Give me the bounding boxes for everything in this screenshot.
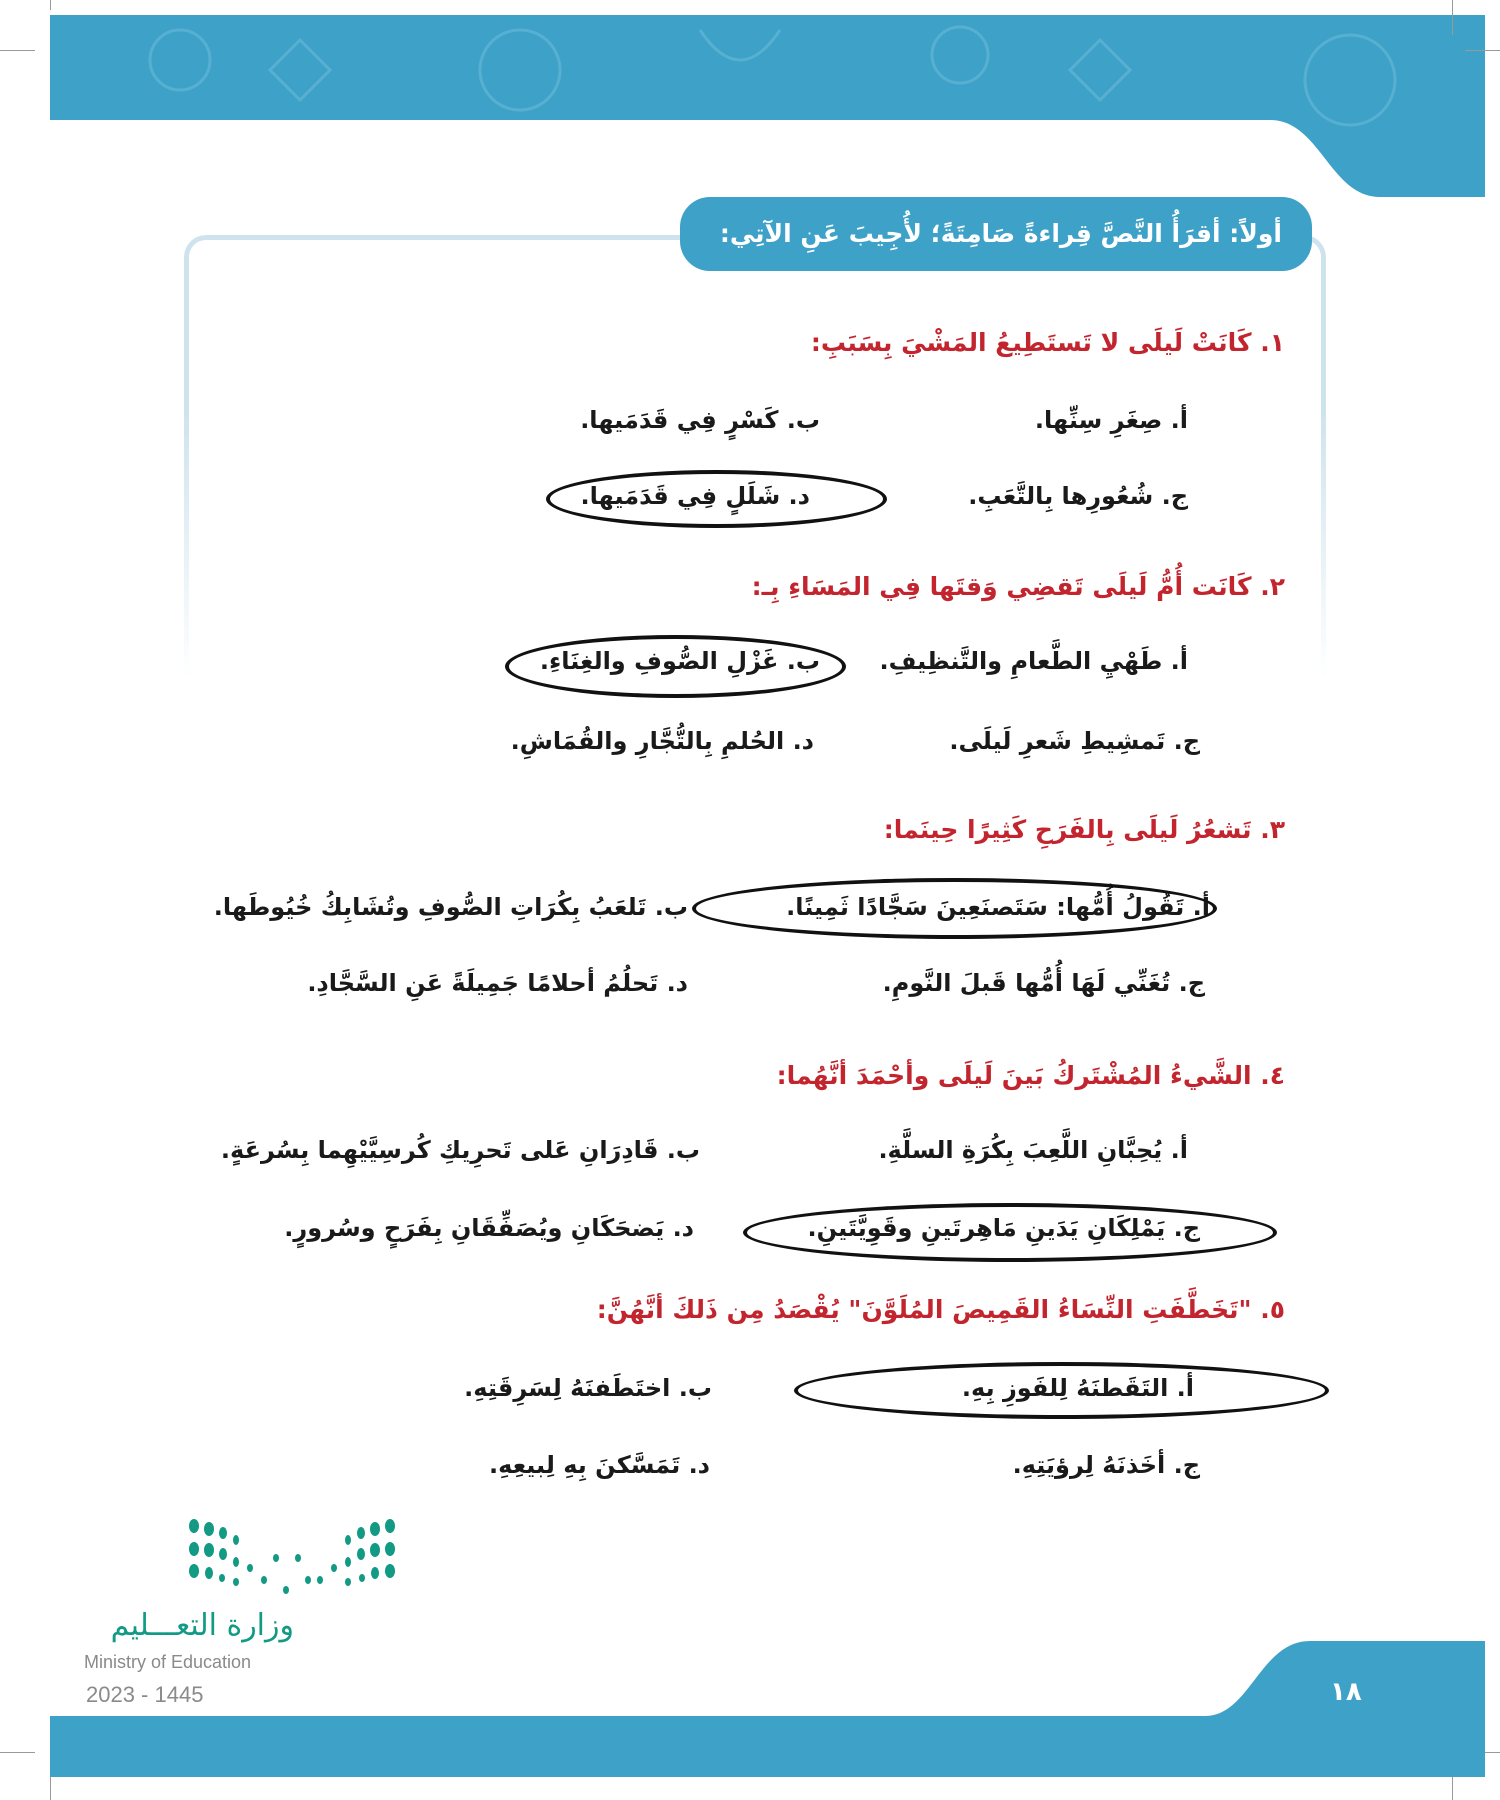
bottom-banner xyxy=(0,1630,1500,1780)
crop-mark xyxy=(1465,50,1500,51)
q1-option-b[interactable]: ب. كَسْرٍ فِي قَدَمَيها. xyxy=(580,406,820,434)
q4-option-c[interactable]: ج. يَمْلِكَانِ يَدَينِ مَاهِرتَينِ وقَوِيَّتَينِ. xyxy=(807,1214,1200,1242)
top-banner xyxy=(0,0,1500,210)
answer-circle xyxy=(692,878,1217,939)
q4-option-d[interactable]: د. يَضحَكَانِ ويُصَفِّقَانِ بِفَرَحٍ وسُرورٍ. xyxy=(284,1214,694,1242)
question-3: ٣. تَشعُرُ لَيلَى بِالفَرَحِ كَثِيرًا حِينَما: xyxy=(883,815,1285,844)
q2-option-c[interactable]: ج. تَمشِيطِ شَعرِ لَيلَى. xyxy=(949,727,1200,755)
q5-option-b[interactable]: ب. اختَطَفنَهُ لِسَرِقَتِهِ. xyxy=(464,1374,712,1402)
section-frame xyxy=(184,235,1326,680)
q2-option-d[interactable]: د. الحُلمِ بِالتُّجَّارِ والقُمَاشِ. xyxy=(510,727,814,755)
q4-option-b[interactable]: ب. قَادِرَانِ عَلى تَحرِيكِ كُرسِيَّيْهِما بِسُرعَةٍ. xyxy=(220,1136,700,1164)
crop-mark xyxy=(50,0,51,10)
question-4: ٤. الشَّيءُ المُشْتَركُ بَينَ لَيلَى وأحْمَدَ أنَّهُما: xyxy=(776,1061,1285,1090)
q1-option-d[interactable]: د. شَلَلٍ فِي قَدَمَيها. xyxy=(580,482,810,510)
edition-year: 2023 - 1445 xyxy=(86,1682,204,1707)
q5-option-a[interactable]: أ. التَقَطنَهُ لِلفَوزِ بِهِ. xyxy=(961,1374,1194,1402)
ministry-name-en: Ministry of Education xyxy=(84,1652,252,1672)
q5-option-c[interactable]: ج. أخَذنَهُ لِرؤيَتِهِ. xyxy=(1012,1451,1200,1479)
crop-mark xyxy=(1452,0,1453,35)
question-5: ٥. "تَخَطَّفَتِ النِّسَاءُ القَمِيصَ المُلَوَّنَ" يُقْصَدُ مِن ذَلكَ أنَّهُنَّ: xyxy=(596,1295,1285,1324)
crop-mark xyxy=(0,50,35,51)
answer-circle xyxy=(505,635,846,698)
q2-option-a[interactable]: أ. طَهْيِ الطَّعامِ والتَّنظِيفِ. xyxy=(879,647,1188,675)
q1-option-a[interactable]: أ. صِغَرِ سِنِّها. xyxy=(1034,406,1188,434)
q3-option-a[interactable]: أ. تَقُولُ أُمُّها: سَتَصنَعِينَ سَجَّادًا ثَمِينًا. xyxy=(786,893,1210,921)
ministry-name-ar: وزارة التعـــليم xyxy=(110,1608,294,1643)
question-2: ٢. كَانَت أُمُّ لَيلَى تَقضِي وَقتَها فِي المَسَاءِ بِـ: xyxy=(751,572,1285,601)
q2-option-b[interactable]: ب. غَزْلِ الصُّوفِ والغِنَاءِ. xyxy=(539,647,820,675)
answer-circle xyxy=(743,1203,1277,1262)
section-header xyxy=(680,197,1312,271)
q1-option-c[interactable]: ج. شُعُورِها بِالتَّعَبِ. xyxy=(968,482,1188,510)
q5-option-d[interactable]: د. تَمَسَّكنَ بِهِ لِبيعِهِ. xyxy=(489,1451,710,1479)
answer-circle xyxy=(794,1362,1329,1419)
q3-option-c[interactable]: ج. تُغَنِّي لَهَا أُمُّها قَبلَ النَّومِ. xyxy=(882,969,1205,997)
q3-option-d[interactable]: د. تَحلُمُ أحلامًا جَمِيلَةً عَنِ السَّجَّادِ. xyxy=(307,969,688,997)
page-number: ١٨ xyxy=(1330,1677,1362,1707)
q4-option-a[interactable]: أ. يُحِبَّانِ اللَّعِبَ بِكُرَةِ السلَّةِ. xyxy=(878,1136,1188,1164)
question-1: ١. كَانَتْ لَيلَى لا تَستَطِيعُ المَشْيَ بِسَبَبِ: xyxy=(810,328,1285,357)
answer-circle xyxy=(546,470,887,528)
q3-option-b[interactable]: ب. تَلعَبُ بِكُرَاتِ الصُّوفِ وتُشَابِكُ خُيُوطَها. xyxy=(213,893,688,921)
ministry-logo-icon xyxy=(186,1518,398,1594)
section-title: أولاً: أقرَأُ النَّصَّ قِراءةً صَامِتَةً؛ لأُجِيبَ عَنِ الآتِي: xyxy=(719,219,1282,248)
